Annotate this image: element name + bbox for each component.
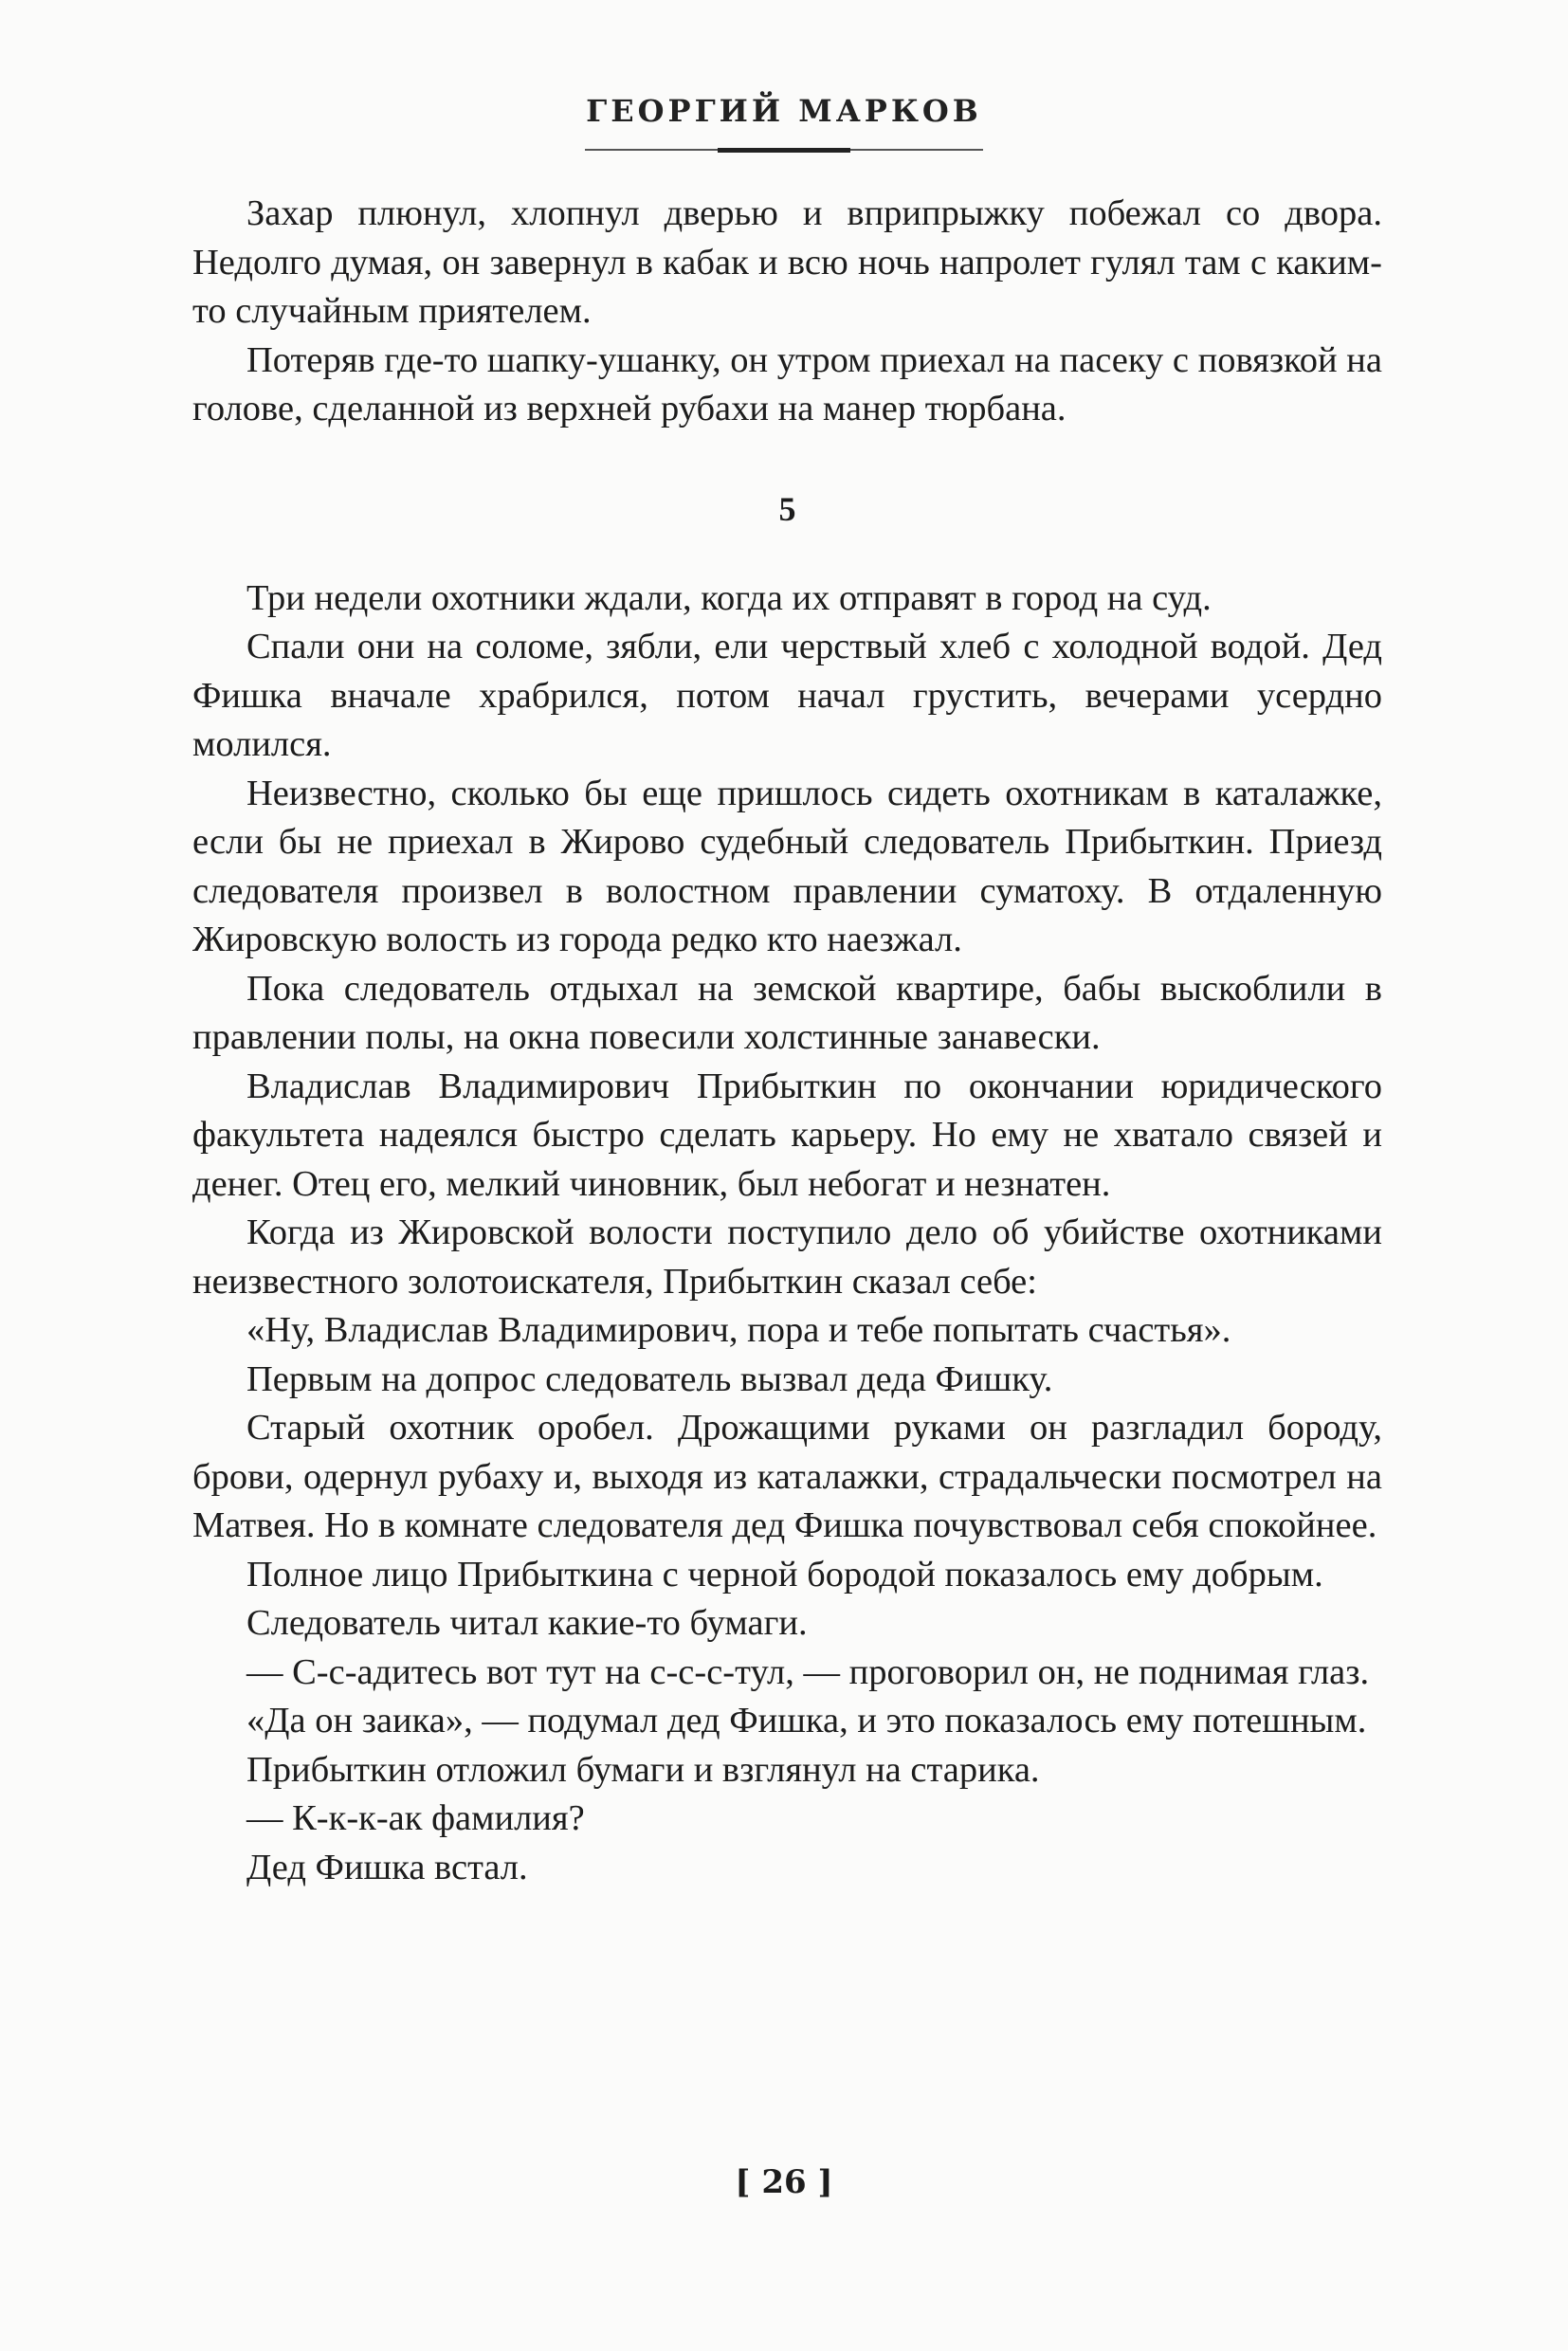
paragraph: Три недели охотники ждали, когда их отправят в город на суд. (246, 577, 1212, 618)
header-rule (718, 148, 850, 153)
paragraph: «Да он заика», — подумал дед Фишка, и это показалось ему потешным. (246, 1701, 1367, 1740)
paragraph: Старый охотник оробел. Дрожащими руками он разгладил бороду, брови, одернул рубаху и, выходя из каталажки, страдальчески посмотрел на Матвея. Но в комнате следователя дед Фишка почувствовал себя спокойнее. (192, 1408, 1382, 1545)
paragraph: Дед Фишка встал. (246, 1847, 528, 1887)
paragraph: Владислав Владимирович Прибыткин по окончании юридического факультета надеялся быстро сделать карьеру. Но ему не хватало связей и денег. Отец его, мелкий чиновник, был небогат и незнатен. (192, 1066, 1382, 1204)
paragraph: Первым на допрос следователь вызвал деда Фишку. (246, 1358, 1053, 1399)
body-text (192, 190, 1382, 1892)
paragraph: Потеряв где-то шапку-ушанку, он утром приехал на пасеку с повязкой на голове, сделанной из верхней рубахи на манер тюрбана. (192, 339, 1382, 428)
paragraph: Полное лицо Прибыткина с черной бородой показалось ему добрым. (246, 1554, 1323, 1595)
paragraph: — К-к-к-ак фамилия? (246, 1798, 585, 1838)
running-header: ГЕОРГИЙ МАРКОВ (586, 93, 982, 129)
chapter-number: 5 (778, 489, 796, 528)
paragraph: Следователь читал какие-то бумаги. (246, 1603, 808, 1643)
paragraph: Захар плюнул, хлопнул дверью и вприпрыжку побежал со двора. Недолго думая, он завернул в кабак и всю ночь напролет гулял там с каким-то случайным приятелем. (192, 193, 1382, 331)
paragraph: «Ну, Владислав Владимирович, пора и тебе попытать счастья». (246, 1310, 1231, 1350)
paragraph: Пока следователь отдыхал на земской квартире, бабы выскоблили в правлении полы, на окна повесили холстинные занавески. (192, 968, 1382, 1057)
paragraph: Спали они на соломе, зябли, ели черствый хлеб с холодной водой. Дед Фишка вначале храбрился, потом начал грустить, вечерами усердно молился. (192, 627, 1382, 764)
paragraph: — С-с-адитесь вот тут на с-с-с-тул, — проговорил он, не поднимая глаз. (246, 1651, 1370, 1692)
page-number: [ 26 ] (735, 2163, 833, 2201)
paragraph: Когда из Жировской волости поступило дело об убийстве охотниками неизвестного золотоискателя, Прибыткин сказал себе: (192, 1212, 1382, 1302)
paragraph: Неизвестно, сколько бы еще пришлось сидеть охотникам в каталажке, если бы не приехал в Жирово судебный следователь Прибыткин. Приезд следователя произвел в волостном правлении суматоху. В отдаленную Жировскую волость из города редко кто наезжал. (192, 773, 1382, 959)
paragraph: Прибыткин отложил бумаги и взглянул на старика. (246, 1749, 1040, 1790)
